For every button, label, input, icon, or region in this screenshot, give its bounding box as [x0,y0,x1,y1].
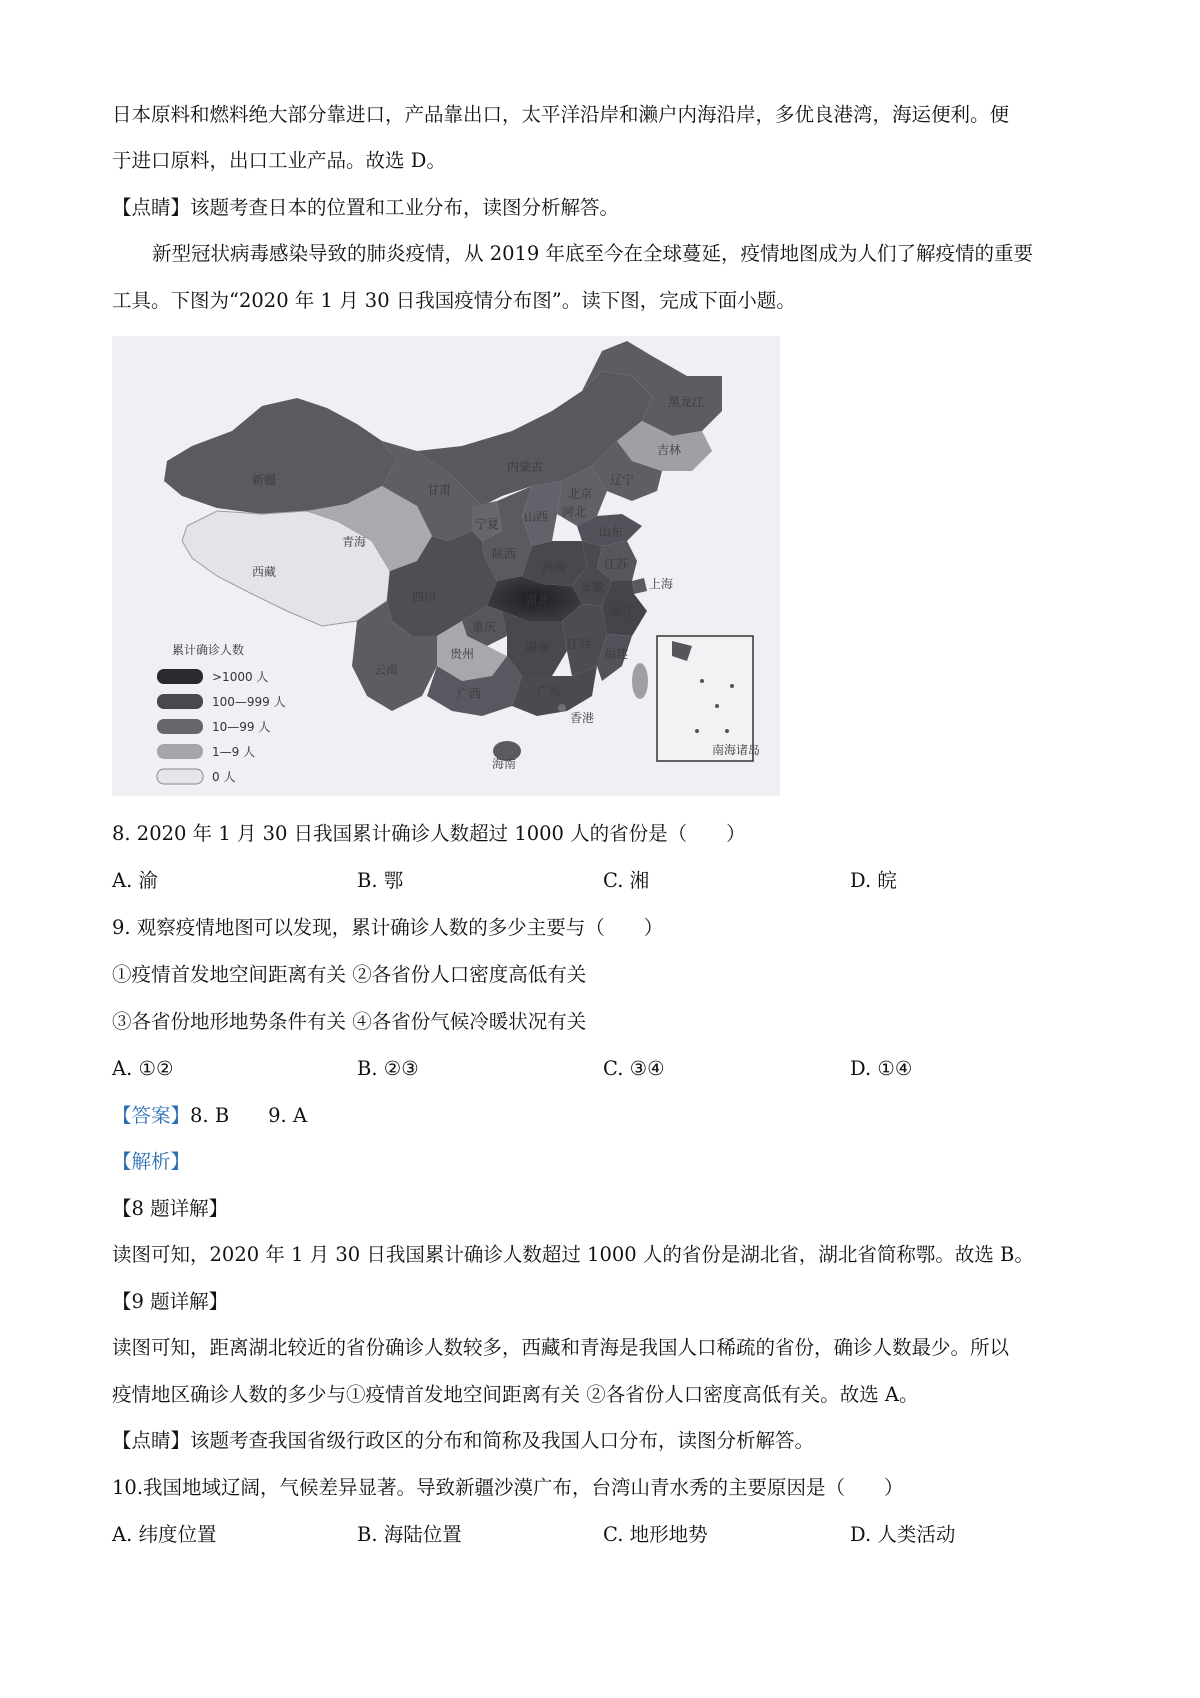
label-guangdong: 广东 [537,685,562,699]
legend-swatch-1 [157,669,203,684]
tip-1-label: 【点睛】 [112,196,191,219]
inset-label: 南海诸岛 [712,743,761,757]
answer-label: 【答案】 [112,1104,191,1127]
legend-swatch-4 [157,744,203,759]
label-shanxi: 山西 [524,510,549,524]
passage-line-1: 新型冠状病毒感染导致的肺炎疫情，从 2019 年底至今在全球蔓延，疫情地图成为人们了解疫情的重要 [152,242,1034,265]
q10-option-d: D. 人类活动 [850,1523,956,1546]
tip-2-text: 该题考查我国省级行政区的分布和简称及我国人口分布，读图分析解答。 [190,1429,815,1452]
label-beijing: 北京 [568,487,593,501]
q10-option-b: B. 海陆位置 [357,1523,462,1546]
q9-option-d: D. ①④ [850,1057,913,1080]
legend-title: 累计确诊人数 [172,643,245,657]
q9-option-b: B. ②③ [357,1057,419,1080]
q9-item-2: ③各省份地形地势条件有关 ④各省份气候冷暖状况有关 [112,1010,587,1033]
label-neimenggu: 内蒙古 [507,460,544,474]
q10-option-a: A. 纬度位置 [112,1523,217,1546]
q10-stem: 10.我国地域辽阔，气候差异显著。导致新疆沙漠广布，台湾山青水秀的主要原因是（ ） [112,1476,904,1499]
q8-option-b: B. 鄂 [357,869,404,892]
tip-2 [112,1427,814,1455]
label-hainan: 海南 [492,757,517,771]
label-guangxi: 广西 [457,687,482,701]
label-xinjiang: 新疆 [252,473,277,487]
epidemic-map-figure [112,336,780,796]
label-shandong: 山东 [599,525,624,539]
q10-option-c: C. 地形地势 [603,1523,708,1546]
label-shaanxi: 陕西 [492,547,517,561]
q8-option-c: C. 湘 [603,869,650,892]
legend-swatch-5 [157,769,203,784]
legend-swatch-3 [157,719,203,734]
china-epidemic-map [112,336,780,796]
label-jilin: 吉林 [657,443,682,457]
label-shanghai: 上海 [649,577,674,591]
label-sichuan: 四川 [412,590,437,604]
label-xizang: 西藏 [252,565,277,579]
label-zhejiang: 浙江 [610,605,635,619]
label-hongkong: 香港 [570,711,595,725]
label-henan: 河南 [542,560,567,574]
intro-line-1: 日本原料和燃料绝大部分靠进口，产品靠出口，太平洋沿岸和濑户内海沿岸，多优良港湾，海运便利。便 [112,103,1010,126]
legend-label-5: 0 人 [212,770,236,784]
label-hubei: 湖北 [525,593,550,607]
answer-line [112,1102,307,1130]
south-china-sea-inset [657,636,760,761]
province-taiwan [632,663,648,699]
q8-option-a: A. 渝 [112,869,158,892]
q9-detail-label: 【9 题详解】 [112,1290,229,1313]
legend-label-1: >1000 人 [212,670,269,684]
legend-swatch-2 [157,694,203,709]
q8-detail-label: 【8 题详解】 [112,1197,229,1220]
intro-line-2: 于进口原料，出口工业产品。故选 D。 [112,149,446,172]
tip-1 [112,194,619,222]
province-hongkong [558,704,566,712]
passage-line-2: 工具。下图为“2020 年 1 月 30 日我国疫情分布图”。读下图，完成下面小题。 [112,289,796,312]
q8-detail-text: 读图可知，2020 年 1 月 30 日我国累计确诊人数超过 1000 人的省份是湖北省，湖北省简称鄂。故选 B。 [112,1243,1034,1266]
q9-stem: 9. 观察疫情地图可以发现，累计确诊人数的多少主要与（ ） [112,916,664,939]
label-qinghai: 青海 [342,535,367,549]
q9-option-a: A. ①② [112,1057,174,1080]
answer-text: 8. B 9. A [190,1104,308,1127]
label-yunnan: 云南 [374,663,399,677]
label-hunan: 湖南 [525,640,550,654]
label-gansu: 甘肃 [427,483,452,497]
label-liaoning: 辽宁 [610,473,635,487]
label-ningxia: 宁夏 [475,517,500,531]
tip-1-text: 该题考查日本的位置和工业分布，读图分析解答。 [190,196,620,219]
q8-stem: 8. 2020 年 1 月 30 日我国累计确诊人数超过 1000 人的省份是（ ） [112,822,746,845]
label-jiangxi: 江西 [567,637,592,651]
label-fujian: 福建 [604,647,629,661]
legend-label-2: 100—999 人 [212,695,286,709]
label-guizhou: 贵州 [450,647,475,661]
q9-detail-line-2: 疫情地区确诊人数的多少与①疫情首发地空间距离有关 ②各省份人口密度高低有关。故选 A。 [112,1383,919,1406]
q9-item-1: ①疫情首发地空间距离有关 ②各省份人口密度高低有关 [112,963,587,986]
label-hebei: 河北 [562,505,587,519]
q9-detail-line-1: 读图可知，距离湖北较近的省份确诊人数较多，西藏和青海是我国人口稀疏的省份，确诊人数最少。所以 [112,1336,1010,1359]
analysis-label: 【解析】 [112,1150,191,1173]
label-jiangsu: 江苏 [604,557,629,571]
legend-label-3: 10—99 人 [212,720,271,734]
q9-option-c: C. ③④ [603,1057,665,1080]
label-heilongjiang: 黑龙江 [668,395,705,409]
tip-2-label: 【点睛】 [112,1429,191,1452]
label-anhui: 安徽 [580,580,605,594]
label-chongqing: 重庆 [472,620,497,634]
legend-label-4: 1—9 人 [212,745,256,759]
q8-option-d: D. 皖 [850,869,897,892]
